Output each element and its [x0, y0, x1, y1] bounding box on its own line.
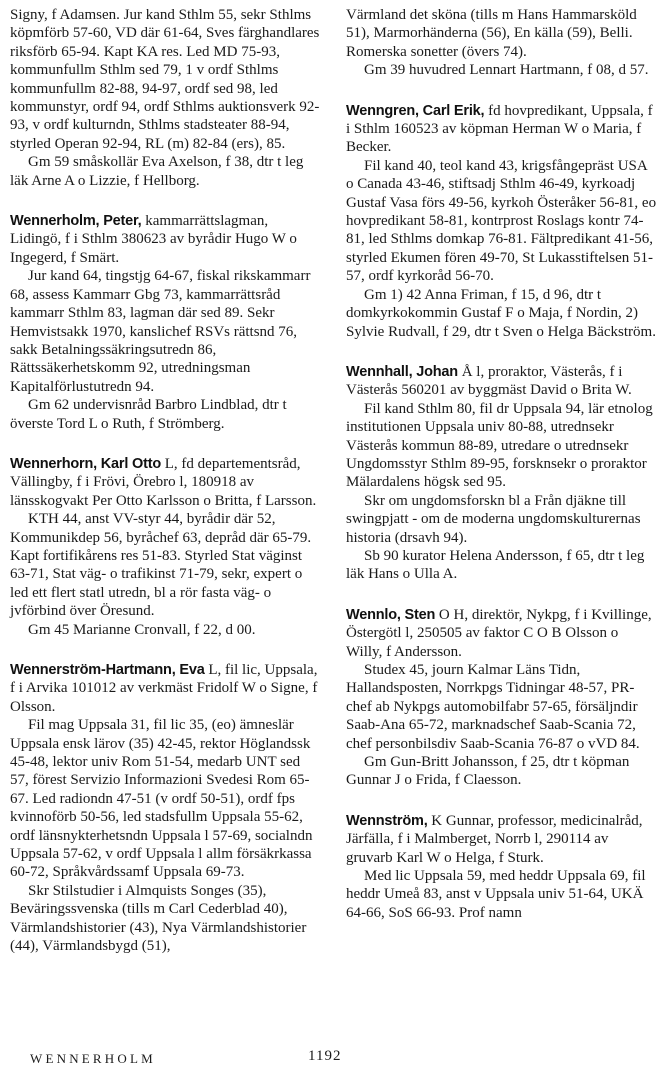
- entry-paragraph: Signy, f Adamsen. Jur kand Sthlm 55, sekr Sthlms köpmförb 57-60, VD där 61-64, Sves färghandlares riksförb 65-94. Kapt KA res. Led MD 75-93, kommunfullm Sthlm sed 79, 1 v ordf Sthlms kommunfullm 82-88, 94-97, ordf sed 98, led kommunstyr, ordf 94, ordf Sthlms auktionsverk 92-93, v ordf kulturndn, Sthlms stadsteater 88-94, styrled Operan 92-94, RL (m) 82-84 (ers), 85.: [10, 7, 320, 152]
- page-number: 1192: [308, 1048, 342, 1064]
- entry-paragraph: Skr Stilstudier i Almquists Songes (35), Beväringssvenska (tills m Carl Cederblad 40), Värmlandshistorier (43), Nya Värmlandshistorier (44), Värmlandsbygd (51),: [10, 882, 307, 955]
- entry-wenngren-carl-erik: [346, 102, 658, 341]
- continued-entry: [10, 6, 320, 190]
- entry-paragraph: KTH 44, anst VV-styr 44, byrådir där 52, Kommunikdep 56, byråchef 63, depråd där 65-79. Kapt fortifikårens res 51-83. Styrled Stat väginst 63-71, Stat väg- o trafikinst 71-79, sekr, expert o led ett flert statl utredn, bl a rör fasta väg- o jvförbind över Öresund.: [10, 511, 312, 620]
- entry-paragraph: Fil kand Sthlm 80, fil dr Uppsala 94, lär etnolog institutionen Uppsala univ 80-88, utrednsekr Västerås kommun 88-89, utredare o utrednsekr Ungdomsstyr Sthlm 89-95, forsknsekr o proraktor Mälardalens högsk sed 95.: [346, 400, 653, 491]
- entry-paragraph: Gm 62 undervisnråd Barbro Lindblad, dtr t överste Tord L o Ruth, f Strömberg.: [10, 397, 287, 432]
- entry-heading-paragraph: [346, 363, 658, 400]
- right-column: [346, 6, 658, 944]
- entry-wennlo-sten: [346, 606, 658, 790]
- continued-entry: [346, 6, 658, 80]
- entry-lead-text: L, fil lic, Uppsala, f i Arvika 101012 av verkmäst Fridolf W o Signe, f Olsson.: [10, 662, 318, 715]
- entry-lead-text: Å l, proraktor, Västerås, f i Västerås 560201 av byggmäst David o Brita W.: [346, 363, 632, 399]
- entry-paragraph: Med lic Uppsala 59, med heddr Uppsala 69, fil heddr Umeå 83, anst v Uppsala univ 51-64, UKÄ 64-66, SoS 66-93. Prof namn: [346, 868, 646, 921]
- entry-heading-paragraph: [10, 661, 320, 716]
- entry-paragraph: Värmland det sköna (tills m Hans Hammarsköld 51), Marmorhänderna (56), En källa (59), Belli. Romerska sonetter (övers 74).: [346, 7, 637, 60]
- entry-wennerstrom-hartmann-eva: [10, 661, 320, 956]
- entry-lead-text: fd hovpredikant, Uppsala, f i Sthlm 160523 av köpman Herman W o Maria, f Becker.: [346, 102, 653, 156]
- entry-headword: Wennström,: [346, 812, 428, 829]
- left-column: [10, 6, 320, 978]
- entry-paragraph: Gm 45 Marianne Cronvall, f 22, d 00.: [28, 621, 256, 638]
- entry-headword: Wennerhorn, Karl Otto: [10, 455, 162, 472]
- entry-wennerhorn-karl-otto: [10, 455, 320, 639]
- entry-paragraph: Jur kand 64, tingstjg 64-67, fiskal rikskammarr 68, assess Kammarr Gbg 73, kammarrättsråd kammarr Sthlm 83, lagman där sed 89. Sekr Hemvistsakk 1970, kanslichef RSVs rättsnd 76, sakk Betalningssäkringsutredn 86, Rättssäkerhetskomm 92, utredningsman Kapitalförlustutredn 94.: [10, 268, 311, 395]
- entry-headword: Wennerström-Hartmann, Eva: [10, 662, 205, 678]
- entry-paragraph: Gm Gun-Britt Johansson, f 25, dtr t köpman Gunnar J o Frida, f Claesson.: [346, 754, 630, 789]
- entry-paragraph: Gm 59 småskollär Eva Axelson, f 38, dtr t leg läk Arne A o Lizzie, f Hellborg.: [10, 154, 304, 189]
- entry-heading-paragraph: [346, 812, 658, 867]
- entry-paragraph: Studex 45, journ Kalmar Läns Tidn, Hallandsposten, Norrkpgs Tidningar 48-57, PR-chef ab Nykpgs automobilfabr 57-65, försäljndir Saab-Ana 65-72, marknadschef Saab-Scania 72, chef personbilsdiv Saab-Scania 76-87 o vVD 84.: [346, 662, 640, 752]
- entry-paragraph: Gm 39 huvudred Lennart Hartmann, f 08, d 57.: [364, 62, 649, 79]
- entry-headword: Wennlo, Sten: [346, 606, 436, 623]
- entry-lead-text: kammarrättslagman, Lidingö, f i Sthlm 380623 av byrådir Hugo W o Ingegerd, f Smärt.: [10, 213, 297, 266]
- entry-lead-text: K Gunnar, professor, medicinalråd, Järfälla, f i Malmberget, Norrb l, 290114 av gruvarb Karl W o Helga, f Sturk.: [346, 812, 643, 866]
- entry-lead-text: O H, direktör, Nykpg, f i Kvillinge, Östergötl l, 250505 av faktor C O B Olsson o Willy, f Andersson.: [346, 606, 652, 660]
- entry-wennstrom-gunnar: [346, 812, 658, 922]
- entry-heading-paragraph: [10, 455, 320, 510]
- entry-wennerholm-peter: [10, 212, 320, 433]
- entry-heading-paragraph: [346, 102, 658, 157]
- entry-paragraph: Fil kand 40, teol kand 43, krigsfångepräst USA o Canada 43-46, stiftsadj Sthlm 46-49, kyrkoadj Gustaf Vasa förs 49-56, kyrkoh Österåker 56-81, eo hovpredikant 58-81, kontrprost Roslags kontr 74-81, led Sthlms domkap 76-81. Fältpredikant 41-56, styrled Ekumen fören 49-70, St Lukasstiftelsen 51-57, ordf kyrkoråd 56-70.: [346, 157, 657, 285]
- entry-headword: Wennhall, Johan: [346, 363, 458, 380]
- entry-heading-paragraph: [10, 212, 320, 267]
- entry-headword: Wenngren, Carl Erik,: [346, 102, 485, 119]
- entry-paragraph: Skr om ungdomsforskn bl a Från djäkne till swingpjatt - om de moderna ungdomskulturernas historia (drsavh 94).: [346, 492, 641, 546]
- entry-paragraph: Fil mag Uppsala 31, fil lic 35, (eo) ämneslär Uppsala ensk lärov (35) 42-45, rektor Höglandssk 45-48, lektor univ Rom 51-54, medarb UNT sed 57, förest Servizio Informazioni Svedesi Rom 65-67. Led radiondn 47-51 (v ordf 50-51), ordf fps kvinnoförb 50-56, led stadsfullm Uppsala 55-62, ordf länsnykterhetsndn Uppsala l 57-69, socialndn Uppsala 57-62, v ordf Uppsala l allm försäkrkassa 60-72, Språkvårdssamf Uppsala 69-73.: [10, 717, 313, 881]
- entry-paragraph: Sb 90 kurator Helena Andersson, f 65, dtr t leg läk Hans o Ulla A.: [346, 547, 645, 583]
- entry-paragraph: Gm 1) 42 Anna Friman, f 15, d 96, dtr t domkyrkokommin Gustaf F o Maja, f Nordin, 2) Sylvie Rudvall, f 29, dtr t Sven o Helga Bäckström.: [346, 286, 656, 340]
- entry-headword: Wennerholm, Peter,: [10, 213, 142, 230]
- entry-lead-text: L, fd departementsråd, Vällingby, f i Frövi, Örebro l, 180918 av länsskogvakt Per Otto Karlsson o Britta, f Larsson.: [10, 455, 317, 509]
- running-head: WENNERHOLM: [30, 1051, 156, 1066]
- entry-heading-paragraph: [346, 606, 658, 661]
- entry-wennhall-johan: [346, 363, 658, 584]
